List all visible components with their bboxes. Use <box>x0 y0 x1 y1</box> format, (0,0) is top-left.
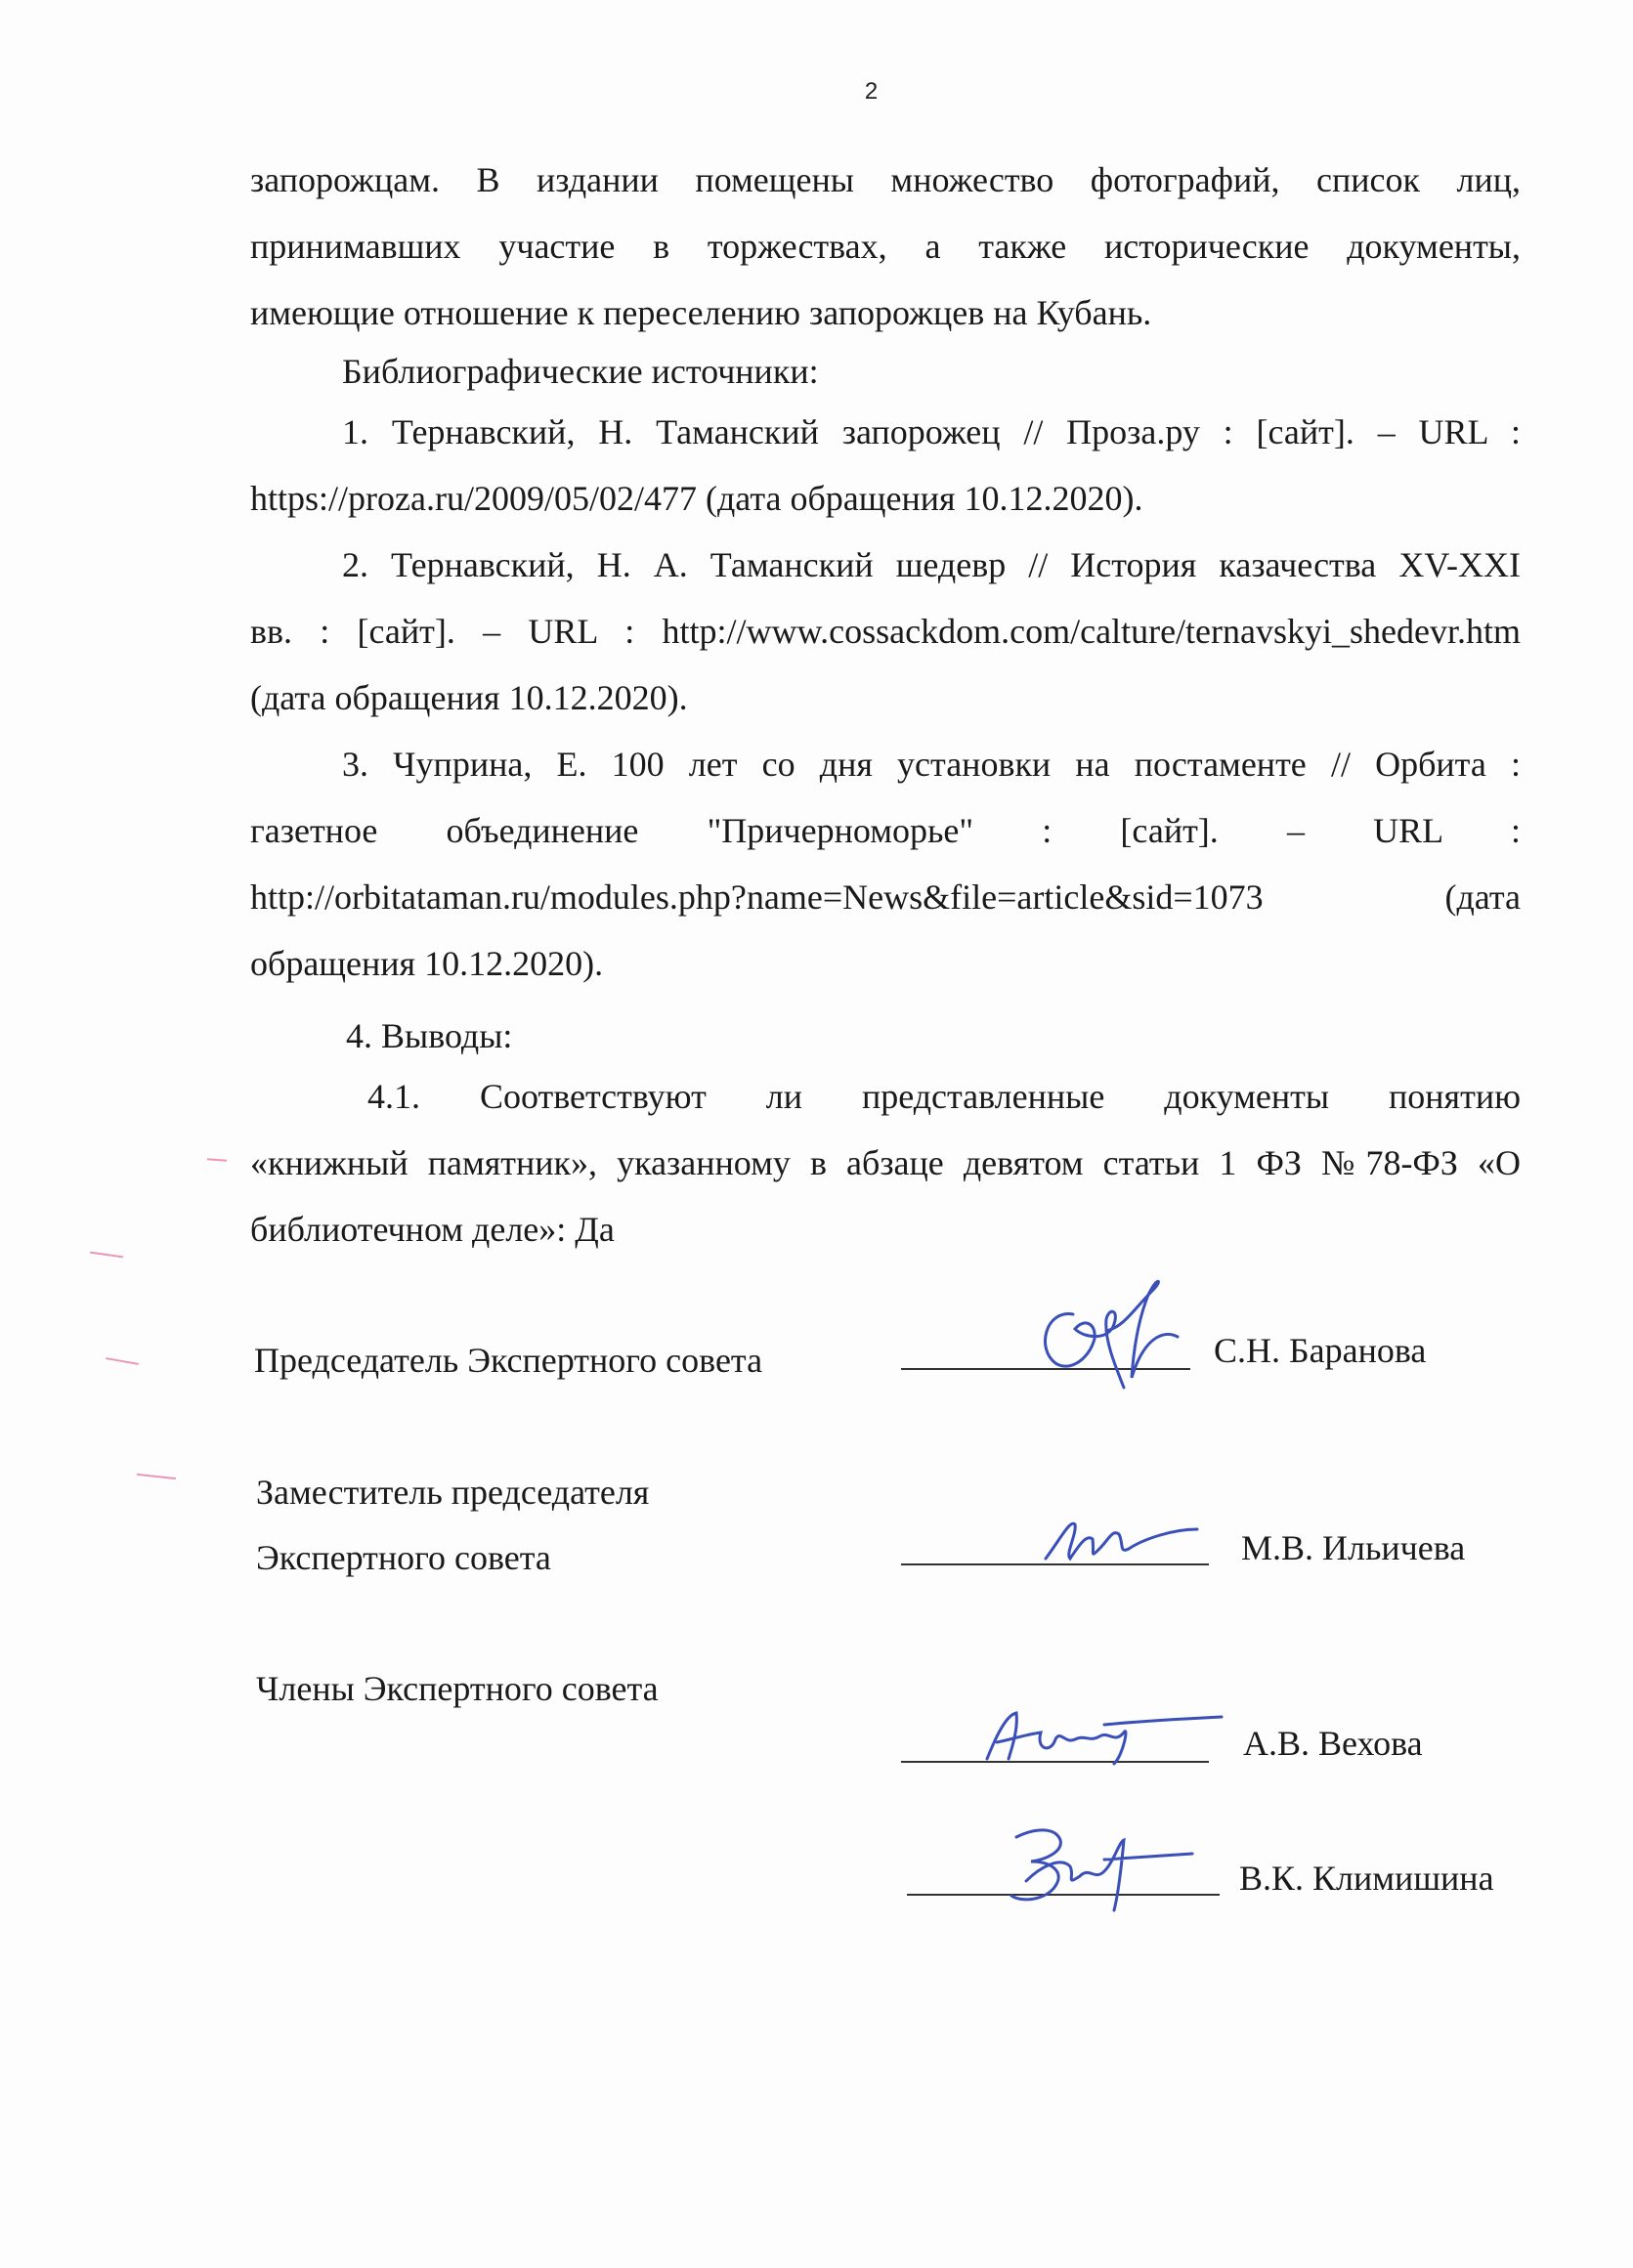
source-item-2 <box>250 532 1521 731</box>
page-number: 2 <box>864 78 879 105</box>
margin-mark <box>106 1357 139 1365</box>
intro-paragraph <box>250 147 1521 346</box>
conclusion-line-3: библиотечном деле»: Да <box>250 1210 615 1249</box>
intro-line-3: имеющие отношение к переселению запорожцев на Кубань. <box>250 293 1152 332</box>
deputy-signature <box>1026 1500 1212 1578</box>
source-2-line-2: вв. : [сайт]. – URL : http://www.cossackdom.com/calture/ternavskyi_shedevr.htm <box>250 612 1521 651</box>
margin-mark <box>207 1158 227 1161</box>
source-2-line-1: 2. Тернавский, Н. А. Таманский шедевр // История казачества XV-XXI <box>342 545 1521 584</box>
member-1-name: А.В. Вехова <box>1243 1724 1423 1763</box>
conclusion-paragraph <box>250 1063 1521 1262</box>
conclusions-heading: 4. Выводы: <box>346 1016 513 1055</box>
source-3-line-4: обращения 10.12.2020). <box>250 944 604 983</box>
intro-line-2: принимавших участие в торжествах, а также исторические документы, <box>250 227 1521 266</box>
sources-heading: Библиографические источники: <box>342 352 819 391</box>
intro-line-1: запорожцам. В издании помещены множество фотографий, список лиц, <box>250 160 1521 199</box>
margin-mark <box>137 1474 176 1479</box>
deputy-title-line-2: Экспертного совета <box>256 1538 551 1577</box>
member-2-signature <box>987 1813 1202 1920</box>
source-3-line-1: 3. Чуприна, Е. 100 лет со дня установки на постаменте // Орбита : <box>342 745 1521 784</box>
chair-signature <box>1016 1270 1212 1407</box>
source-1-line-2: https://proza.ru/2009/05/02/477 (дата обращения 10.12.2020). <box>250 479 1143 518</box>
conclusion-line-2: «книжный памятник», указанному в абзаце девятом статьи 1 ФЗ №78-ФЗ «О <box>250 1143 1521 1182</box>
chair-title: Председатель Экспертного совета <box>254 1341 763 1380</box>
deputy-name: М.В. Ильичева <box>1241 1528 1466 1567</box>
conclusion-line-1: 4.1. Соответствуют ли представленные документы понятию <box>367 1077 1521 1116</box>
source-3-line-2: газетное объединение "Причерноморье" : [сайт]. – URL : <box>250 811 1521 850</box>
chair-name: С.Н. Баранова <box>1214 1331 1427 1370</box>
member-2-name: В.К. Климишина <box>1239 1859 1494 1898</box>
deputy-title-line-1: Заместитель председателя <box>256 1473 650 1512</box>
margin-mark <box>90 1252 123 1259</box>
source-item-1 <box>250 399 1521 532</box>
source-item-3 <box>250 731 1521 997</box>
member-1-signature <box>958 1695 1231 1774</box>
members-title: Члены Экспертного совета <box>256 1669 659 1708</box>
source-3-line-3: http://orbitataman.ru/modules.php?name=News&file=article&sid=1073 (дата <box>250 877 1521 917</box>
source-1-line-1: 1. Тернавский, Н. Таманский запорожец // Проза.ру : [сайт]. – URL : <box>342 412 1521 451</box>
source-2-line-3: (дата обращения 10.12.2020). <box>250 678 688 717</box>
